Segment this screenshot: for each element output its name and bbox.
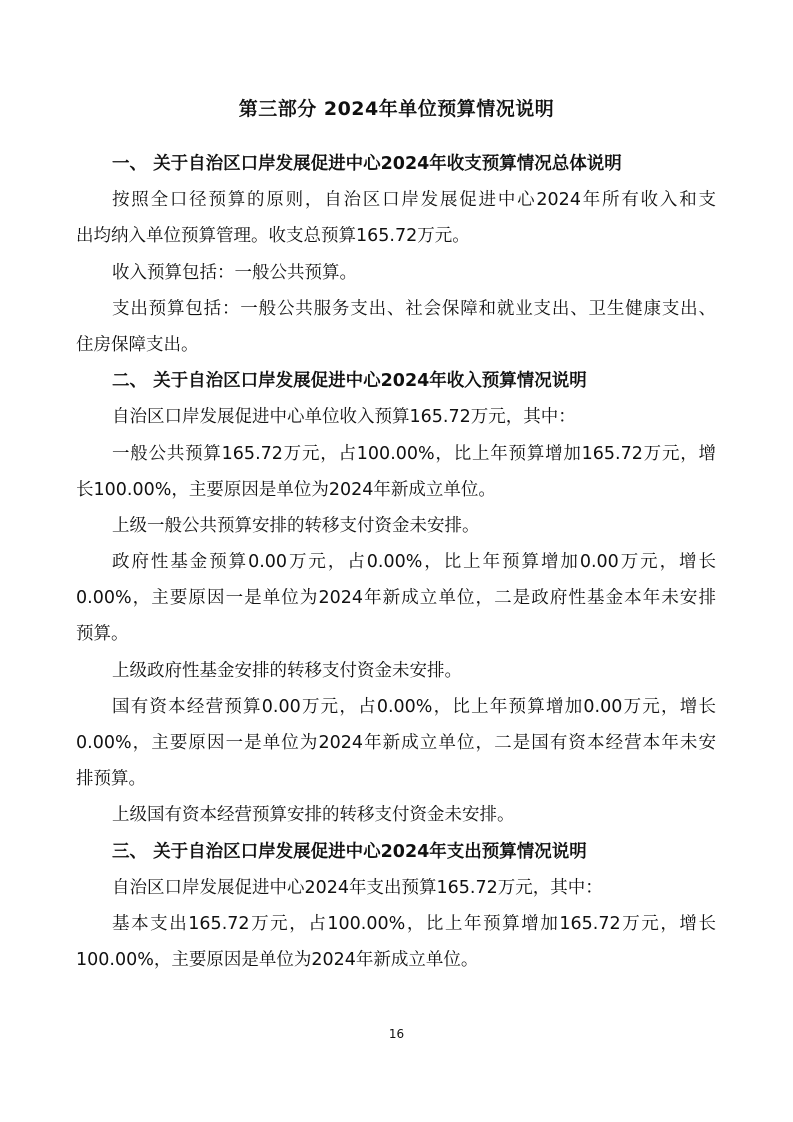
paragraph-line: 政府性基金预算0.00万元，占0.00%，比上年预算增加0.00万元，增长 [112,552,716,573]
paragraph-line: 一般公共预算165.72万元，占100.00%，比上年预算增加165.72万元，增 [112,443,716,464]
paragraph-line: 国有资本经营预算0.00万元，占0.00%，比上年预算增加0.00万元，增长 [112,696,716,717]
section-heading-2: 二、 关于自治区口岸发展促进中心2024年收入预算情况说明 [112,371,587,392]
paragraph-line: 上级一般公共预算安排的转移支付资金未安排。 [112,515,480,536]
paragraph-line: 按照全口径预算的原则，自治区口岸发展促进中心2024年所有收入和支 [112,190,716,211]
paragraph-line: 0.00%，主要原因一是单位为2024年新成立单位，二是政府性基金本年未安排 [76,588,716,609]
paragraph-line: 支出预算包括：一般公共服务支出、社会保障和就业支出、卫生健康支出、 [112,298,716,319]
paragraph-line: 100.00%，主要原因是单位为2024年新成立单位。 [76,950,479,971]
paragraph-line: 收入预算包括：一般公共预算。 [112,262,357,283]
page-number: 16 [388,1027,405,1041]
section-heading-3: 三、 关于自治区口岸发展促进中心2024年支出预算情况说明 [112,841,587,862]
document-body [76,146,716,978]
paragraph-line: 长100.00%，主要原因是单位为2024年新成立单位。 [76,479,496,500]
paragraph-line: 预算。 [76,624,129,645]
paragraph-line: 上级政府性基金安排的转移支付资金未安排。 [112,660,462,681]
paragraph-line: 0.00%，主要原因一是单位为2024年新成立单位，二是国有资本经营本年未安 [76,733,716,753]
paragraph-line: 基本支出165.72万元，占100.00%，比上年预算增加165.72万元，增长 [112,913,716,934]
paragraph-line: 上级国有资本经营预算安排的转移支付资金未安排。 [112,805,515,826]
paragraph-line: 自治区口岸发展促进中心单位收入预算165.72万元，其中： [112,407,576,428]
paragraph-line: 出均纳入单位预算管理。收支总预算165.72万元。 [76,226,470,247]
paragraph-line: 排预算。 [76,769,146,790]
page-title: 第三部分 2024年单位预算情况说明 [238,98,555,120]
paragraph-line: 自治区口岸发展促进中心2024年支出预算165.72万元，其中： [112,877,603,898]
paragraph-line: 住房保障支出。 [76,334,199,355]
section-heading-1: 一、 关于自治区口岸发展促进中心2024年收支预算情况总体说明 [112,154,622,174]
